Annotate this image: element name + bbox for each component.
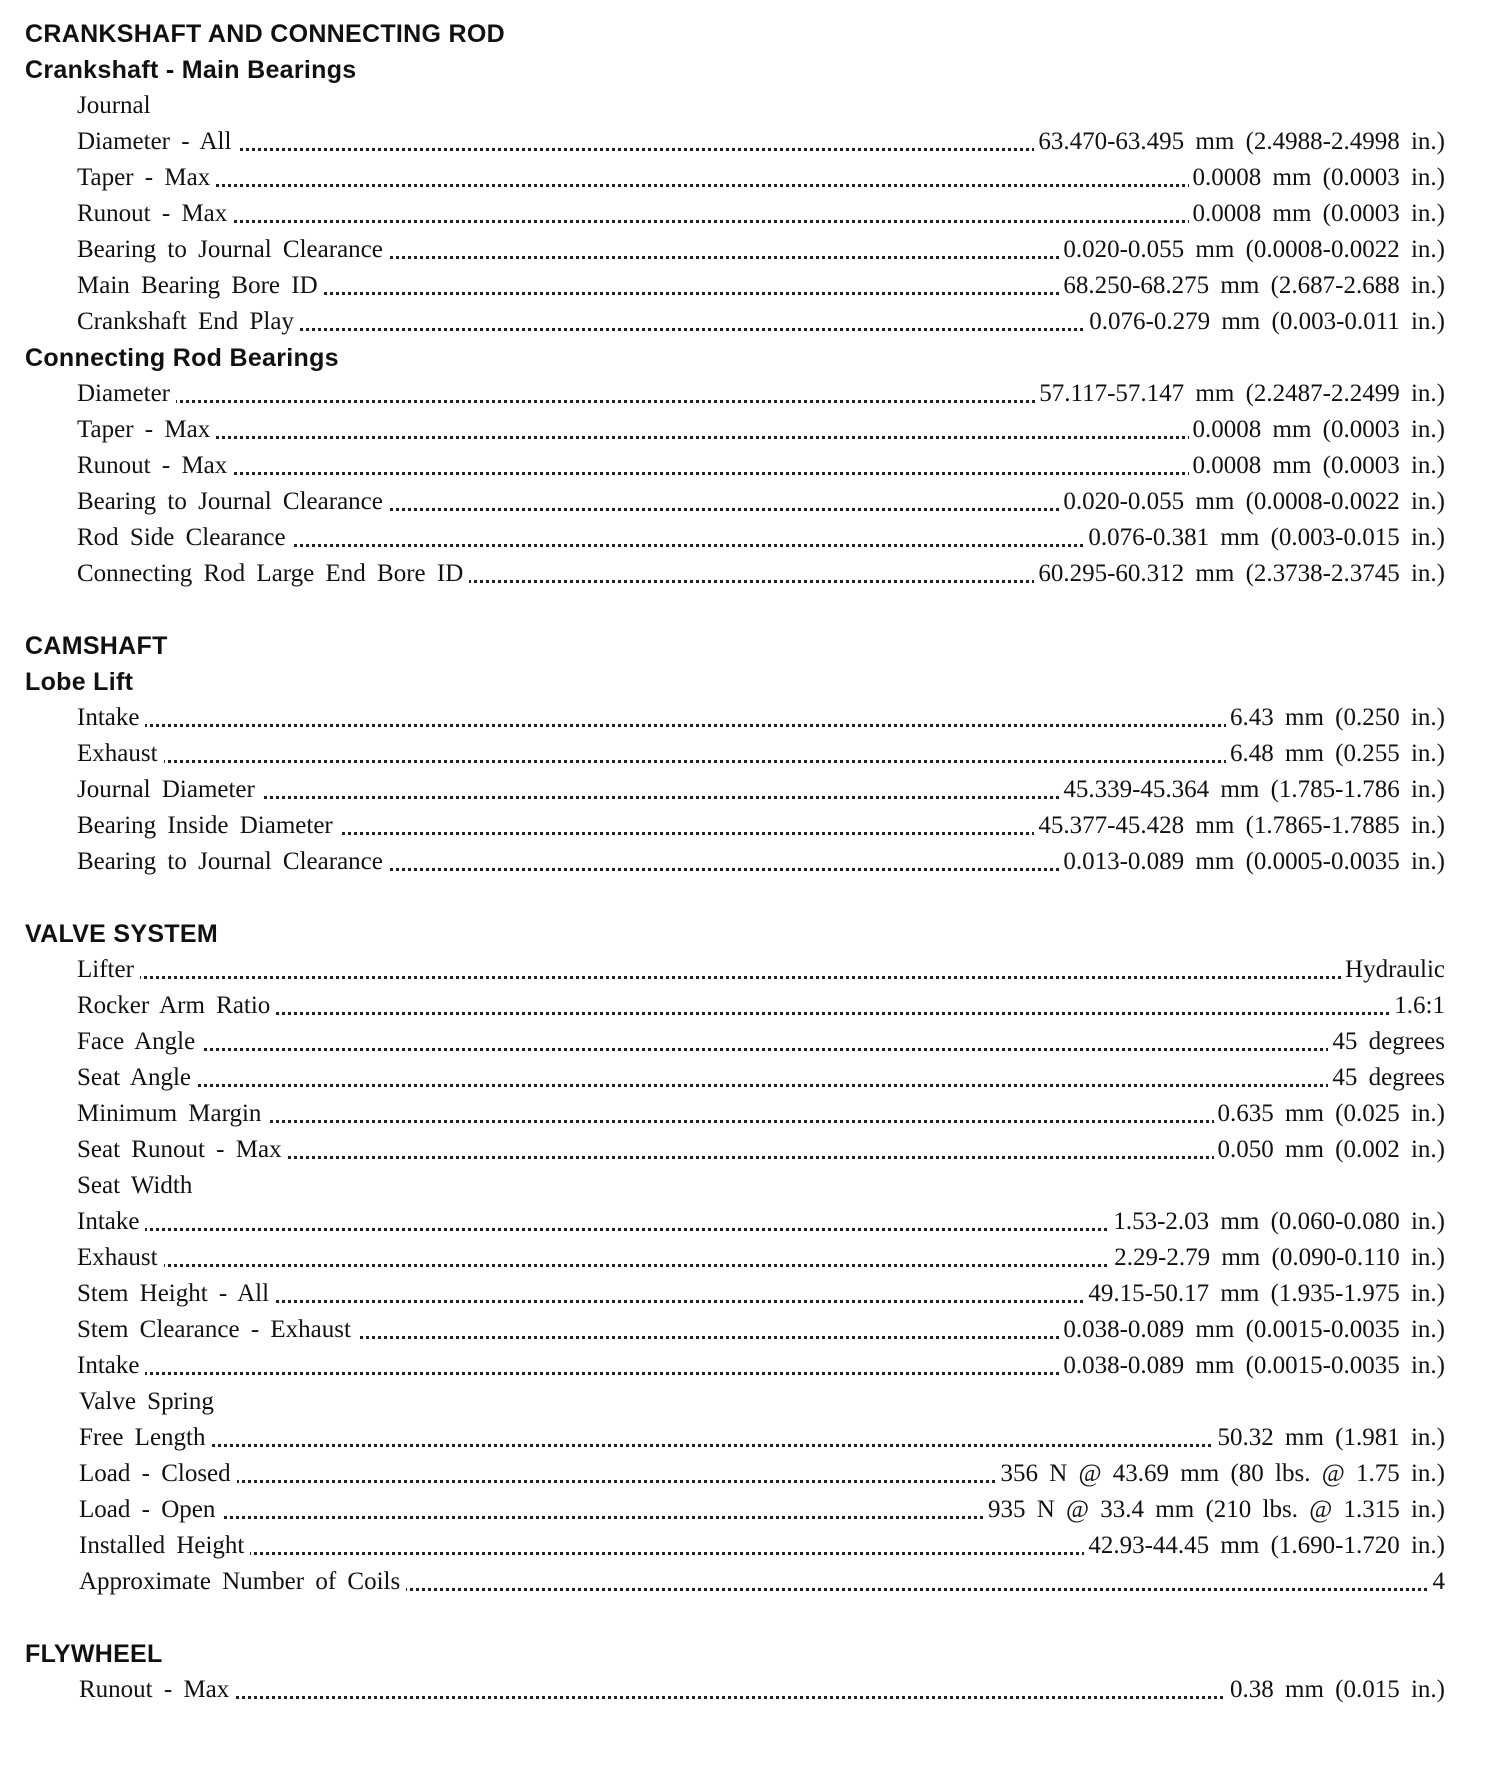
spec-label: Journal Diameter <box>77 776 261 803</box>
spec-value: 0.635 mm (0.025 in.) <box>1214 1096 1446 1132</box>
spec-row <box>77 700 1445 736</box>
spec-label: Runout - Max <box>79 1676 235 1703</box>
spec-label: Stem Clearance - Exhaust <box>77 1316 357 1343</box>
spec-label: Connecting Rod Large End Bore ID <box>77 560 469 587</box>
spec-value: 0.38 mm (0.015 in.) <box>1226 1672 1445 1708</box>
spec-value: 0.050 mm (0.002 in.) <box>1214 1132 1446 1168</box>
spec-row <box>77 484 1445 520</box>
spec-row <box>77 1240 1445 1276</box>
subsection-title-connecting-rod-bearings: Connecting Rod Bearings <box>25 344 339 372</box>
spec-label: Runout - Max <box>77 452 233 479</box>
spec-value: 6.48 mm (0.255 in.) <box>1226 736 1445 772</box>
spec-row <box>77 808 1445 844</box>
spec-row <box>77 736 1445 772</box>
spec-document <box>25 16 1445 1708</box>
spec-row <box>79 1456 1445 1492</box>
spec-value: 0.076-0.279 mm (0.003-0.011 in.) <box>1085 304 1445 340</box>
spec-value: 45.339-45.364 mm (1.785-1.786 in.) <box>1059 772 1445 808</box>
spec-label: Bearing to Journal Clearance <box>77 848 389 875</box>
section-spacer <box>25 592 1445 628</box>
section-title-flywheel: FLYWHEEL <box>25 1640 163 1668</box>
spec-value: 45 degrees <box>1328 1024 1445 1060</box>
spec-value: 356 N @ 43.69 mm (80 lbs. @ 1.75 in.) <box>996 1456 1445 1492</box>
spec-label: Seat Runout - Max <box>77 1136 288 1163</box>
spec-label: Exhaust <box>77 1244 164 1271</box>
subsection-title-lobe-lift: Lobe Lift <box>25 668 134 696</box>
spec-row <box>79 1420 1445 1456</box>
spec-value: 0.0008 mm (0.0003 in.) <box>1189 412 1446 448</box>
spec-row <box>79 1672 1445 1708</box>
spec-label: Minimum Margin <box>77 1100 267 1127</box>
spec-value: 45.377-45.428 mm (1.7865-1.7885 in.) <box>1034 808 1445 844</box>
spec-label: Load - Open <box>79 1496 221 1523</box>
spec-row <box>77 1096 1445 1132</box>
spec-row <box>77 268 1445 304</box>
spec-label: Diameter <box>77 380 176 407</box>
spec-value: 0.0008 mm (0.0003 in.) <box>1189 196 1446 232</box>
spec-row <box>77 412 1445 448</box>
spec-label: Approximate Number of Coils <box>79 1568 406 1595</box>
spec-value: 42.93-44.45 mm (1.690-1.720 in.) <box>1084 1528 1445 1564</box>
spec-label: Intake <box>77 704 145 731</box>
subsection-title-main-bearings: Crankshaft - Main Bearings <box>25 56 357 84</box>
spec-label: Seat Angle <box>77 1064 197 1091</box>
spec-value: 0.020-0.055 mm (0.0008-0.0022 in.) <box>1059 232 1445 268</box>
spec-row <box>79 1492 1445 1528</box>
spec-row <box>77 844 1445 880</box>
group-label-valve-spring: Valve Spring <box>79 1384 1445 1420</box>
spec-label: Bearing to Journal Clearance <box>77 236 389 263</box>
spec-value: 49.15-50.17 mm (1.935-1.975 in.) <box>1084 1276 1445 1312</box>
spec-value: Hydraulic <box>1341 952 1445 988</box>
spec-row <box>77 1132 1445 1168</box>
spec-row <box>77 160 1445 196</box>
section-title-crankshaft: CRANKSHAFT AND CONNECTING ROD <box>25 20 505 48</box>
spec-row <box>77 952 1445 988</box>
spec-label: Rod Side Clearance <box>77 524 292 551</box>
spec-row <box>77 988 1445 1024</box>
spec-row <box>77 1060 1445 1096</box>
spec-value: 6.43 mm (0.250 in.) <box>1226 700 1445 736</box>
spec-label: Installed Height <box>79 1532 250 1559</box>
spec-label: Bearing Inside Diameter <box>77 812 339 839</box>
spec-label: Diameter - All <box>77 128 237 155</box>
spec-value: 0.038-0.089 mm (0.0015-0.0035 in.) <box>1059 1312 1445 1348</box>
spec-value: 1.6:1 <box>1390 988 1445 1024</box>
spec-value: 68.250-68.275 mm (2.687-2.688 in.) <box>1059 268 1445 304</box>
section-spacer <box>25 880 1445 916</box>
spec-value: 935 N @ 33.4 mm (210 lbs. @ 1.315 in.) <box>984 1492 1445 1528</box>
spec-row <box>77 772 1445 808</box>
spec-row <box>79 1528 1445 1564</box>
spec-label: Stem Height - All <box>77 1280 275 1307</box>
spec-label: Intake <box>77 1208 145 1235</box>
spec-label: Crankshaft End Play <box>77 308 300 335</box>
spec-row <box>77 124 1445 160</box>
spec-row <box>77 196 1445 232</box>
spec-label: Free Length <box>79 1424 211 1451</box>
spec-row <box>77 304 1445 340</box>
spec-label: Face Angle <box>77 1028 201 1055</box>
spec-value: 2.29-2.79 mm (0.090-0.110 in.) <box>1110 1240 1445 1276</box>
section-spacer <box>25 1600 1445 1636</box>
spec-value: 0.038-0.089 mm (0.0015-0.0035 in.) <box>1059 1348 1445 1384</box>
spec-value: 1.53-2.03 mm (0.060-0.080 in.) <box>1109 1204 1445 1240</box>
spec-row <box>77 520 1445 556</box>
section-title-camshaft: CAMSHAFT <box>25 632 168 660</box>
spec-label: Load - Closed <box>79 1460 237 1487</box>
spec-label: Intake <box>77 1352 145 1379</box>
spec-row <box>77 1024 1445 1060</box>
spec-label: Lifter <box>77 956 140 983</box>
spec-label: Exhaust <box>77 740 164 767</box>
spec-value: 0.0008 mm (0.0003 in.) <box>1189 448 1446 484</box>
spec-label: Bearing to Journal Clearance <box>77 488 389 515</box>
spec-row <box>77 1276 1445 1312</box>
spec-value: 50.32 mm (1.981 in.) <box>1214 1420 1446 1456</box>
spec-value: 57.117-57.147 mm (2.2487-2.2499 in.) <box>1035 376 1445 412</box>
group-label-seat-width: Seat Width <box>77 1168 1445 1204</box>
spec-value: 45 degrees <box>1328 1060 1445 1096</box>
spec-row <box>77 448 1445 484</box>
spec-value: 60.295-60.312 mm (2.3738-2.3745 in.) <box>1034 556 1445 592</box>
spec-label: Runout - Max <box>77 200 233 227</box>
spec-row <box>77 556 1445 592</box>
section-title-valve-system: VALVE SYSTEM <box>25 920 218 948</box>
spec-row <box>77 1204 1445 1240</box>
spec-row <box>77 232 1445 268</box>
spec-label: Rocker Arm Ratio <box>77 992 276 1019</box>
spec-value: 4 <box>1429 1564 1446 1600</box>
spec-label: Main Bearing Bore ID <box>77 272 324 299</box>
spec-row <box>77 1348 1445 1384</box>
spec-row <box>77 1312 1445 1348</box>
spec-value: 0.0008 mm (0.0003 in.) <box>1189 160 1446 196</box>
spec-label: Taper - Max <box>77 416 216 443</box>
spec-value: 63.470-63.495 mm (2.4988-2.4998 in.) <box>1034 124 1445 160</box>
spec-row <box>79 1564 1445 1600</box>
group-label-journal: Journal <box>77 88 1445 124</box>
spec-value: 0.020-0.055 mm (0.0008-0.0022 in.) <box>1059 484 1445 520</box>
spec-label: Taper - Max <box>77 164 216 191</box>
spec-value: 0.013-0.089 mm (0.0005-0.0035 in.) <box>1059 844 1445 880</box>
spec-value: 0.076-0.381 mm (0.003-0.015 in.) <box>1084 520 1445 556</box>
spec-row <box>77 376 1445 412</box>
